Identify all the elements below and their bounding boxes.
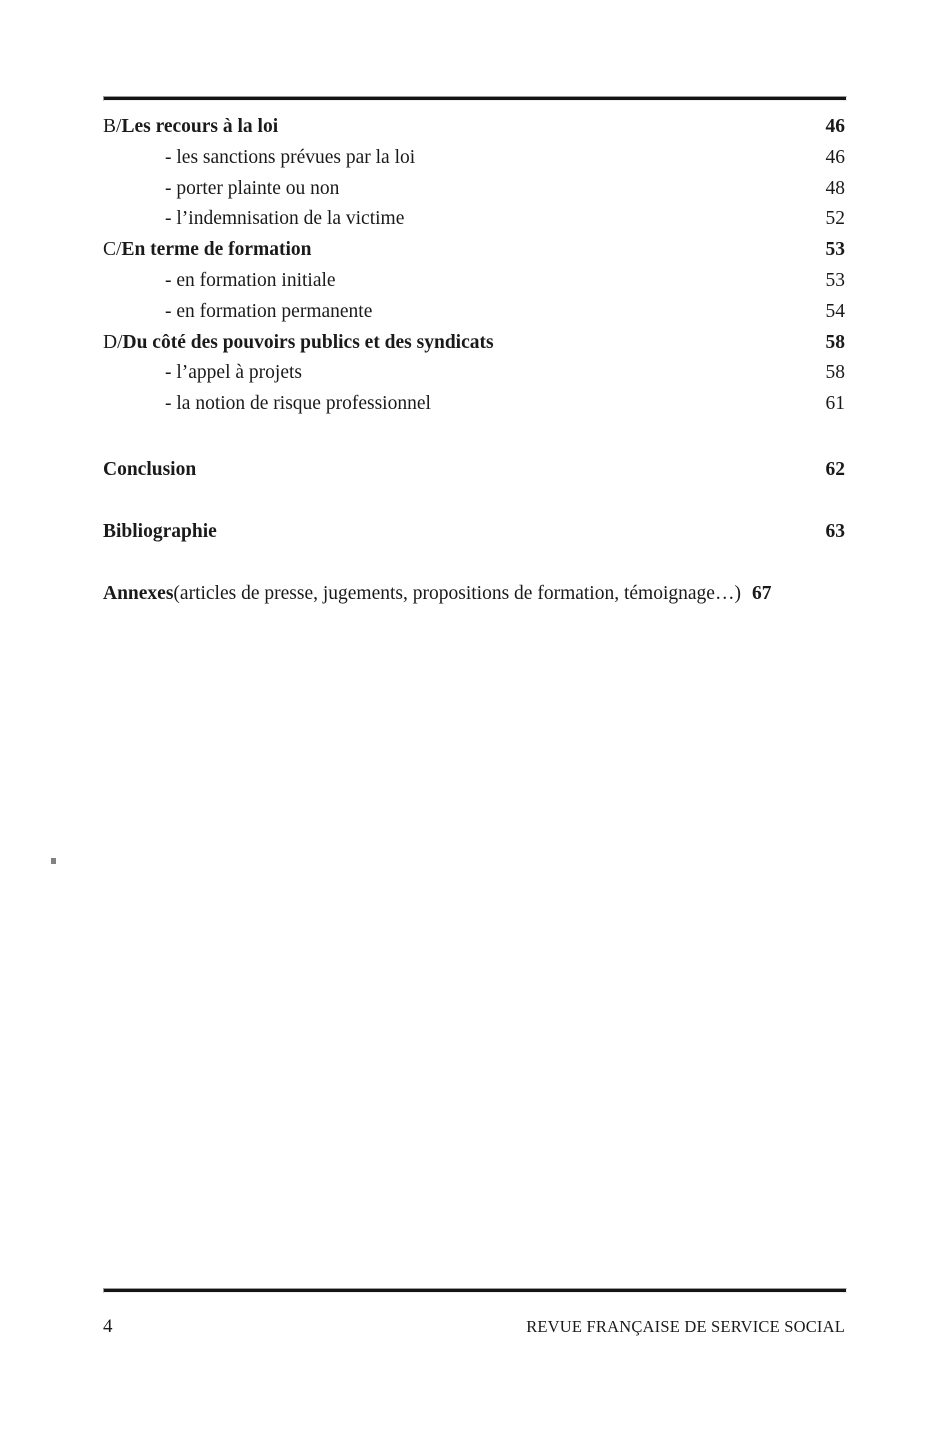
footer-rule: [103, 1288, 847, 1293]
toc-entry-sub: [103, 389, 845, 420]
toc-entry-label: Conclusion: [103, 459, 197, 480]
toc-entry-bibliographie: [103, 517, 845, 547]
toc-entry-page: 58: [825, 362, 845, 384]
toc-entry-label: - en formation initiale: [165, 269, 336, 291]
toc-entry-page: 61: [825, 393, 845, 415]
toc-entry-page: 53: [825, 239, 845, 261]
toc-entry-page: 48: [825, 177, 845, 199]
toc-entry-title: En terme de formation: [121, 239, 312, 261]
toc-entry-sub: [103, 358, 845, 389]
toc-entry-label: - porter plainte ou non: [165, 177, 340, 199]
page-footer: [103, 1316, 845, 1338]
toc-entry-label: [103, 235, 312, 266]
toc-entry-page: 67: [751, 583, 772, 604]
toc-entry-conclusion: [103, 455, 845, 485]
toc-entry-label: [103, 112, 278, 143]
toc-entry-page: 62: [825, 459, 845, 480]
toc-entry-sub: [103, 174, 845, 205]
toc-entry-description: (articles de presse, jugements, propositions de formation, témoignage…): [173, 583, 741, 604]
toc-entry-page: 53: [825, 269, 845, 291]
toc-entry-title: Annexes: [103, 583, 174, 604]
toc-entry-sub: [103, 266, 845, 297]
toc-entry-label: - en formation permanente: [165, 300, 373, 322]
toc-entry-label: [103, 328, 494, 359]
toc-entry-sub: [103, 143, 845, 174]
toc-entry-sub: [103, 297, 845, 328]
scan-artifact-speck: [51, 858, 56, 864]
toc-entry-page: 63: [825, 521, 845, 542]
header-rule: [103, 96, 847, 101]
toc-entry-label: - l’indemnisation de la victime: [165, 208, 405, 230]
toc-entry-title: Du côté des pouvoirs publics et des syndicats: [122, 331, 494, 353]
toc-entry-label: - les sanctions prévues par la loi: [165, 146, 416, 168]
toc-entry-sub: [103, 204, 845, 235]
toc-entry-page: 58: [825, 331, 845, 353]
toc-entry-label: - l’appel à projets: [165, 362, 302, 384]
footer-page-number: 4: [103, 1316, 113, 1337]
toc-entry-title: Les recours à la loi: [121, 116, 279, 137]
toc-entry-section: [103, 112, 845, 143]
toc-entry-page: 46: [825, 116, 845, 137]
toc-entry-label: Bibliographie: [103, 521, 217, 542]
toc-entry-prefix: C/: [103, 239, 122, 261]
toc-entry-page: 54: [825, 300, 845, 322]
toc-entry-prefix: B/: [103, 116, 122, 137]
toc-entry-annexes: [103, 579, 845, 609]
toc-entry-page: 52: [825, 208, 845, 230]
toc-entry-label: - la notion de risque professionnel: [165, 393, 431, 415]
toc-entry-section: [103, 235, 845, 266]
toc-entry-section: [103, 328, 845, 359]
toc-entry-page: 46: [825, 146, 845, 168]
table-of-contents: [103, 112, 845, 420]
toc-entry-prefix: D/: [103, 331, 123, 353]
footer-journal-name: REVUE FRANÇAISE DE SERVICE SOCIAL: [526, 1317, 845, 1336]
